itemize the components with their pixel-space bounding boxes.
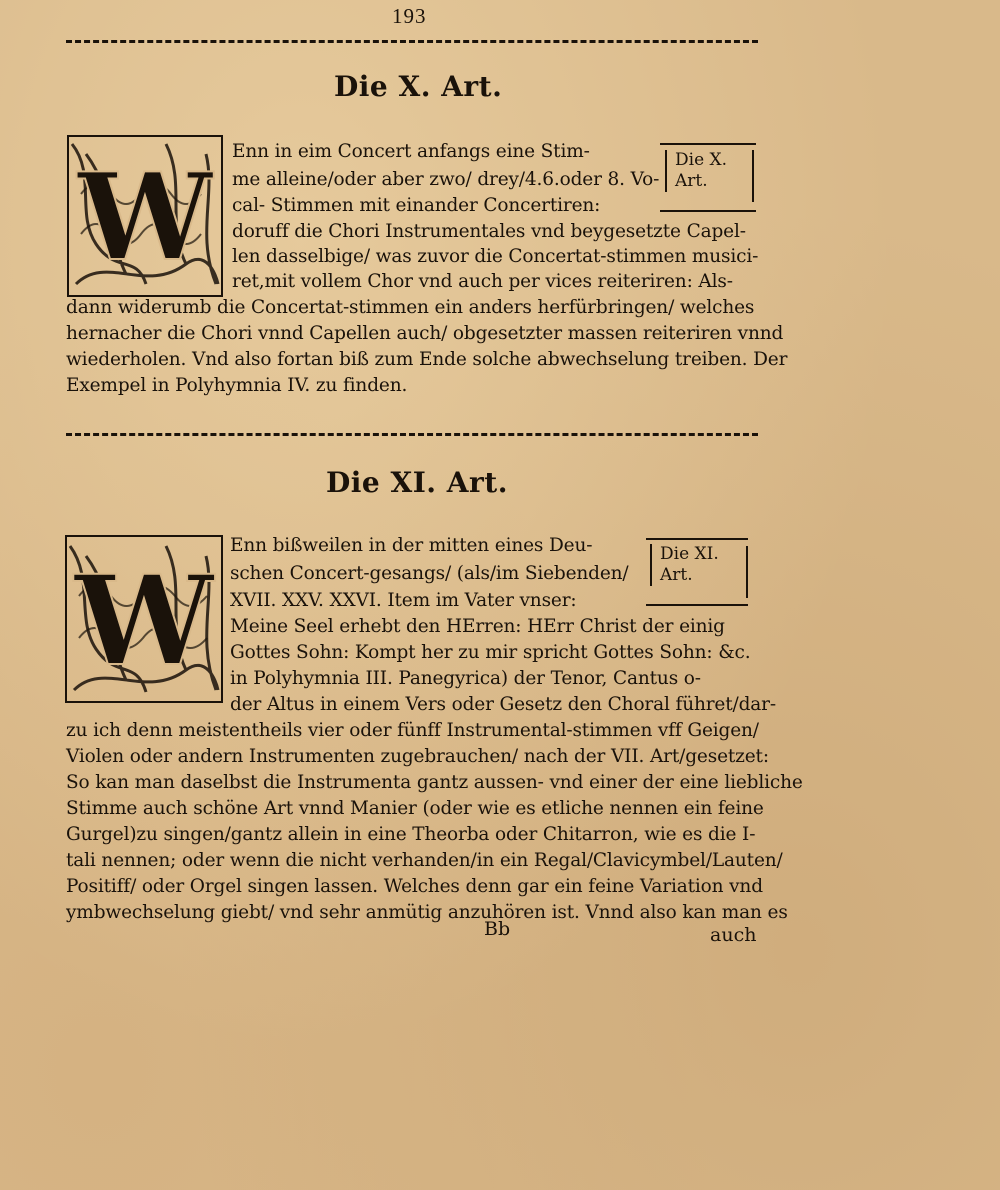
text-line: Gurgel)zu singen/gantz allein in eine Theorba oder Chitarron, wie es die I- [66,824,756,845]
text-line: me alleine/oder aber zwo/ drey/4.6.oder 8. Vo- [232,169,660,190]
text-line: doruff die Chori Instrumentales vnd beygesetzte Capel- [232,221,746,242]
top-rule [66,40,758,43]
section-heading-x: Die X. Art. [334,70,503,103]
text-line: So kan man daselbst die Instrumenta gantz aussen- vnd einer der eine liebliche [66,772,803,793]
text-line: cal- Stimmen mit einander Concertiren: [232,195,601,216]
text-line: zu ich denn meistentheils vier oder fünff Instrumental-stimmen vff Geigen/ [66,720,759,741]
text-line: ret,mit vollem Chor vnd auch per vices reiteriren: Als- [232,271,733,292]
text-line: schen Concert-gesangs/ (als/im Siebenden/ [230,563,629,584]
text-line: Meine Seel erhebt den HErren: HErr Christ der einig [230,616,725,637]
catchword: auch [710,924,757,946]
text-line: dann widerumb die Concertat-stimmen ein anders herfürbringen/ welches [66,297,755,318]
side-note-line: Art. [675,171,708,191]
text-line: tali nennen; oder wenn die nicht verhanden/in ein Regal/Clavicymbel/Lauten/ [66,850,783,871]
text-line: Enn in eim Concert anfangs eine Stim- [232,141,590,162]
text-line: hernacher die Chori vnnd Capellen auch/ obgesetzter massen reiteriren vnnd [66,323,784,344]
text-line: Positiff/ oder Orgel singen lassen. Welches denn gar ein feine Variation vnd [66,876,763,897]
text-line: wiederholen. Vnd also fortan biß zum Ende solche abwechselung treiben. Der [66,349,788,370]
text-line: XVII. XXV. XXVI. Item im Vater vnser: [230,590,577,611]
text-line: Exempel in Polyhymnia IV. zu finden. [66,375,408,396]
decorated-initial-w-icon [64,534,224,704]
initial-letter: W [77,147,213,288]
text-line: der Altus in einem Vers oder Gesetz den Choral führet/dar- [230,694,776,715]
section-divider-rule [66,433,758,436]
side-note-x [665,150,765,192]
text-line: Stimme auch schöne Art vnnd Manier (oder wie es etliche nennen ein feine [66,798,764,819]
section-heading-xi: Die XI. Art. [326,466,508,499]
page-number: 193 [392,4,427,28]
side-note-rule [646,538,748,540]
side-note-line: Die X. [675,150,728,170]
signature-mark: Bb [484,918,511,940]
side-note-bar [752,150,754,202]
text-line: Enn bißweilen in der mitten eines Deu- [230,535,593,556]
side-note-line: Die XI. [660,544,719,564]
side-note-xi [650,544,758,586]
side-note-bar [746,546,748,598]
side-note-line: Art. [660,565,693,585]
text-line: in Polyhymnia III. Panegyrica) der Tenor, Cantus o- [230,668,701,689]
text-line: Gottes Sohn: Kompt her zu mir spricht Gottes Sohn: &c. [230,642,751,663]
side-note-rule [646,604,748,606]
text-line: Violen oder andern Instrumenten zugebrauchen/ nach der VII. Art/gesetzet: [66,746,769,767]
text-line: len dasselbige/ was zuvor die Concertat-stimmen musici- [232,246,759,267]
text-line: ymbwechselung giebt/ vnd sehr anmütig anzuhören ist. Vnnd also kan man es [66,902,788,923]
side-note-rule [660,143,756,145]
initial-letter: W [74,549,214,694]
side-note-rule [660,210,756,212]
decorated-initial-w-icon [66,134,224,298]
